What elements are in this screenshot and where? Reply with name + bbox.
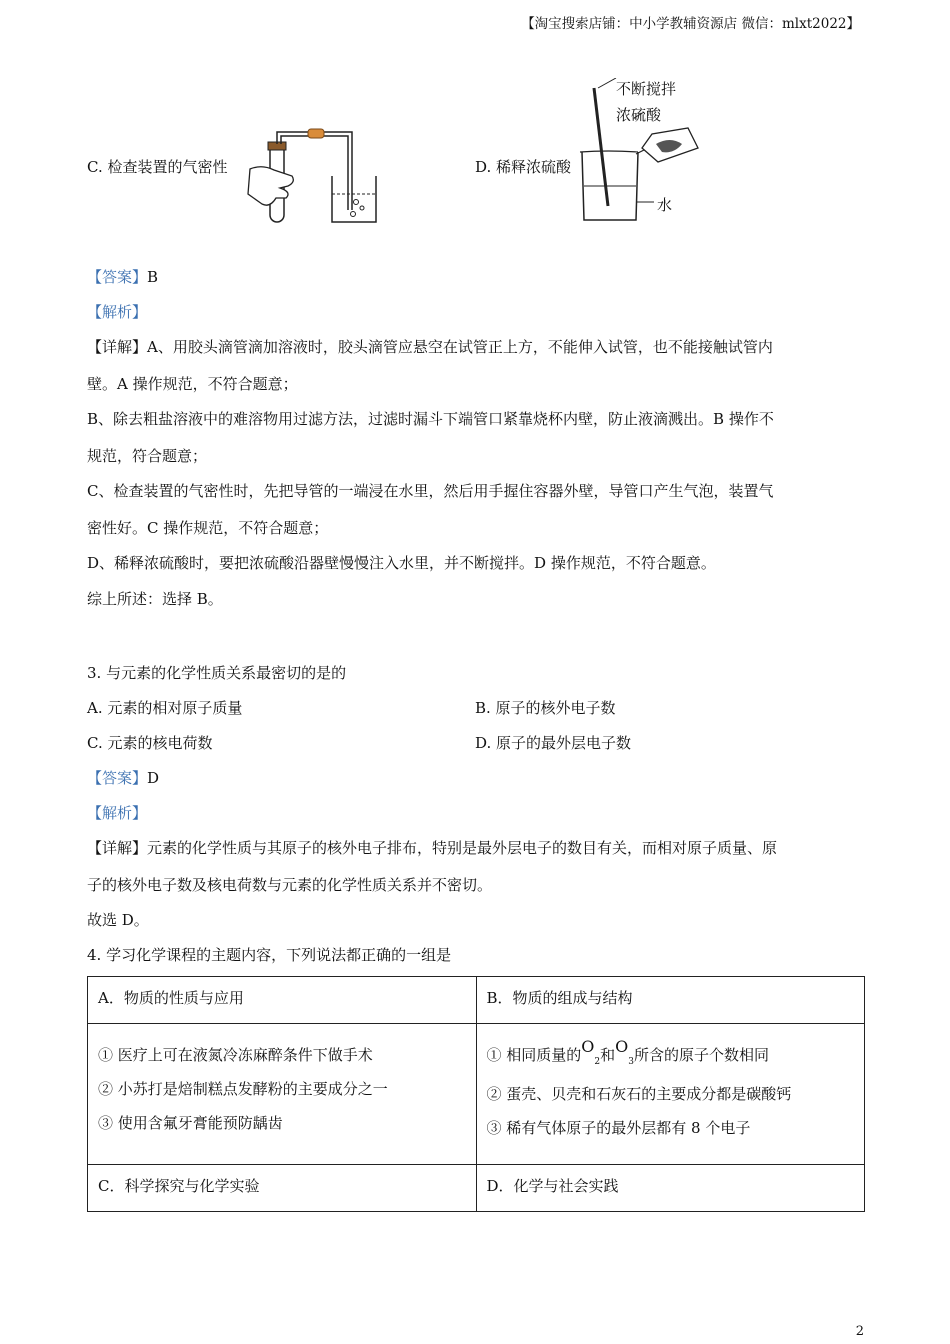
detail-text: A、用胶头滴管滴加溶液时，胶头滴管应悬空在试管正上方，不能伸入试管，也不能接触试管内 <box>147 338 773 356</box>
b-item-1-suffix: 所含的原子个数相同 <box>634 1046 770 1064</box>
cell-a-body <box>88 1024 477 1165</box>
formula-o3: O <box>615 1037 629 1056</box>
q3-option-b: B. 原子的核外电子数 <box>475 699 616 717</box>
formula-o2: O <box>581 1037 595 1056</box>
b-item-3: ③ 稀有气体原子的最外层都有 8 个电子 <box>486 1119 751 1137</box>
q4-options-table <box>87 976 865 1212</box>
q2-analysis-tag: 【解析】 <box>87 303 148 321</box>
formula-o2-sub: 2 <box>594 1057 601 1067</box>
b-item-1 <box>486 1037 855 1067</box>
detail-tag: 【详解】 <box>87 839 148 857</box>
a-item-1: ① 医疗上可在液氮冷冻麻醉条件下做手术 <box>98 1046 373 1064</box>
formula-o3-sub: 3 <box>628 1057 635 1067</box>
detail-tag: 【详解】 <box>87 338 148 356</box>
q3-detail-1 <box>87 837 777 858</box>
a-item-2: ② 小苏打是焙制糕点发酵粉的主要成分之一 <box>98 1080 388 1098</box>
q2-detail-b-2: 规范，符合题意； <box>87 447 208 465</box>
cell-b-body <box>476 1024 865 1165</box>
cell-d-title: D．化学与社会实践 <box>476 1165 865 1212</box>
airtightness-apparatus-figure <box>240 124 380 228</box>
answer-value: D <box>147 769 160 787</box>
answer-tag: 【答案】 <box>87 268 148 286</box>
q3-answer <box>87 767 159 788</box>
q2-detail-c-2: 密性好。C 操作规范，不符合题意； <box>87 519 329 537</box>
q3-option-c: C. 元素的核电荷数 <box>87 734 213 752</box>
q3-conclusion: 故选 D。 <box>87 911 149 929</box>
q2-detail-d: D、稀释浓硫酸时，要把浓硫酸沿器壁慢慢注入水里，并不断搅拌。D 操作规范，不符合题意。 <box>87 554 716 572</box>
cell-b-title: B．物质的组成与结构 <box>476 977 865 1024</box>
q3-question: 3. 与元素的化学性质关系最密切的是的 <box>87 664 347 682</box>
answer-tag: 【答案】 <box>87 769 148 787</box>
q2-summary: 综上所述：选择 B。 <box>87 590 223 608</box>
q2-option-c: C. 检查装置的气密性 <box>87 158 228 176</box>
q2-answer <box>87 266 158 287</box>
q2-detail-c-1: C、检查装置的气密性时，先把导管的一端浸在水里，然后用手握住容器外壁，导管口产生气泡，装置气 <box>87 482 774 500</box>
q2-detail-a-2: 壁。A 操作规范，不符合题意； <box>87 375 298 393</box>
cell-a-title: A．物质的性质与应用 <box>88 977 477 1024</box>
q3-option-a: A. 元素的相对原子质量 <box>87 699 243 717</box>
fig-label-water: 水 <box>657 196 673 214</box>
b-item-2: ② 蛋壳、贝壳和石灰石的主要成分都是碳酸钙 <box>486 1085 792 1103</box>
q4-question: 4. 学习化学课程的主题内容，下列说法都正确的一组是 <box>87 946 452 964</box>
q2-option-d: D. 稀释浓硫酸 <box>475 158 572 176</box>
page-number: 2 <box>855 1324 864 1339</box>
q3-analysis-tag: 【解析】 <box>87 804 148 822</box>
fig-label-acid: 浓硫酸 <box>616 106 662 124</box>
b-item-1-mid: 和 <box>600 1046 616 1064</box>
answer-value: B <box>147 268 159 286</box>
cell-c-title: C．科学探究与化学实验 <box>88 1165 477 1212</box>
dilute-sulfuric-acid-figure <box>578 78 708 226</box>
q2-detail-a-1 <box>87 336 773 357</box>
q3-detail-2: 子的核外电子数及核电荷数与元素的化学性质关系并不密切。 <box>87 876 493 894</box>
a-item-3: ③ 使用含氟牙膏能预防龋齿 <box>98 1114 283 1132</box>
q3-option-d: D. 原子的最外层电子数 <box>475 734 632 752</box>
b-item-1-prefix: ① 相同质量的 <box>486 1046 582 1064</box>
detail-text: 元素的化学性质与其原子的核外电子排布，特别是最外层电子的数目有关，而相对原子质量、原 <box>147 839 778 857</box>
fig-label-stir: 不断搅拌 <box>616 80 677 98</box>
shop-note: 【淘宝搜索店铺：中小学教辅资源店 微信：mlxt2022】 <box>521 16 860 32</box>
q2-detail-b-1: B、除去粗盐溶液中的难溶物用过滤方法，过滤时漏斗下端管口紧靠烧杯内壁，防止液滴溅出。B 操作不 <box>87 410 774 428</box>
